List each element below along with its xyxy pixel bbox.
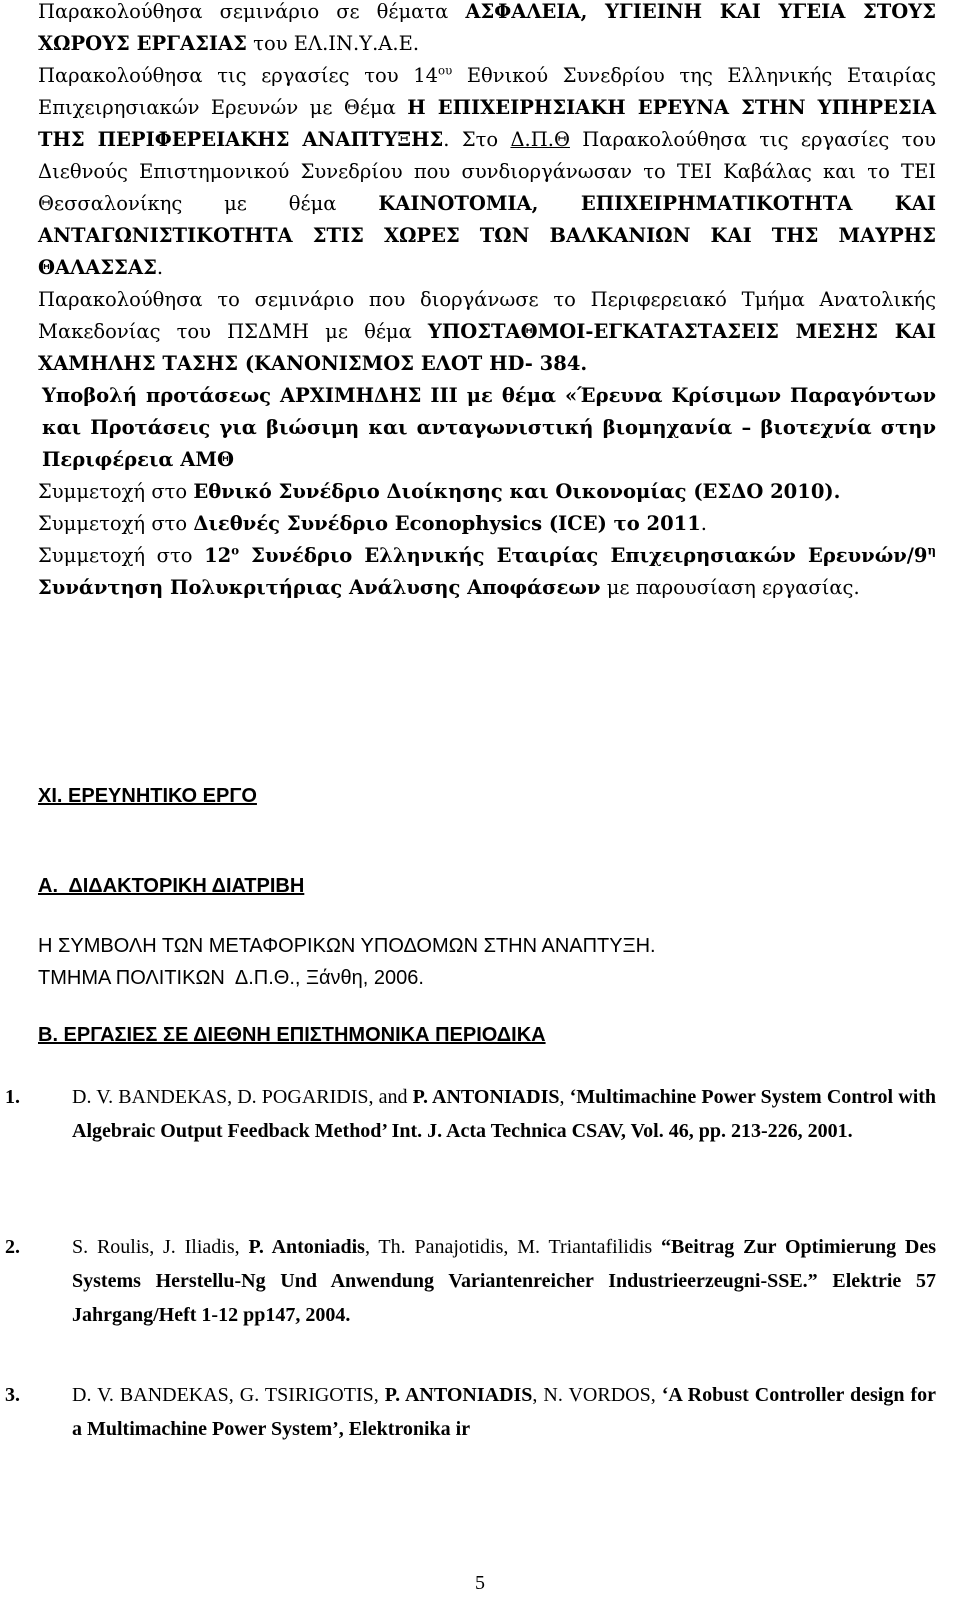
- text-run: Συμμετοχή στο: [38, 512, 194, 535]
- text-run: Η ΕΠΙΧΕΙΡΗΣΙΑΚΗ ΕΡΕΥΝΑ ΣΤΗΝ ΥΠΗΡΕΣΙΑ ΤΗΣ ΠΕΡΙΦΕΡΕΙΑΚΗΣ ΑΝΑΠΤΥΞΗΣ: [38, 96, 936, 151]
- text-run: D. V. BANDEKAS, G. TSIRIGOTIS,: [72, 1384, 385, 1406]
- text-run: ,: [559, 1086, 570, 1108]
- subsection-a-title: Α. ΔΙΔΑΚΤΟΡΙΚΗ ΔΙΑΤΡΙΒΗ: [38, 875, 305, 897]
- text-run: Υποβολή προτάσεως ΑΡΧΙΜΗΔΗΣ ΙΙΙ με θέμα «Έρευνα Κρίσιμων Παραγόντων και Προτάσεις για βιώσιμη και ανταγωνιστική βιομηχανία – βιοτεχνία στην Περιφέρεια ΑΜΘ: [42, 384, 936, 471]
- subsection-b-title: Β. ΕΡΓΑΣΙΕΣ ΣΕ ΔΙΕΘΝΗ ΕΠΙΣΤΗΜΟΝΙΚΑ ΠΕΡΙΟΔΙΚΑ: [38, 1024, 546, 1046]
- paragraph-econophysics: [38, 508, 936, 540]
- reference-item: [5, 1378, 936, 1446]
- reference-number: 2.: [5, 1236, 20, 1258]
- section-title: XI. ΕΡΕΥΝΗΤΙΚΟ ΕΡΓΟ: [38, 785, 257, 807]
- text-run: Εθνικό Συνέδριο Διοίκησης και Οικονομίας (ΕΣΔΟ 2010).: [193, 480, 841, 503]
- page-number: 5: [475, 1572, 485, 1594]
- reference-text: [72, 1086, 936, 1142]
- paragraph-eeee-conference: [38, 540, 936, 604]
- text-run: . Στο: [443, 128, 511, 151]
- text-run: Συμμετοχή στο: [38, 544, 205, 567]
- reference-number: 3.: [5, 1384, 20, 1406]
- text-run: ΥΠΟΣΤΑΘΜΟΙ-ΕΓΚΑΤΑΣΤΑΣΕΙΣ ΜΕΣΗΣ ΚΑΙ ΧΑΜΗΛΗΣ ΤΑΣΗΣ (ΚΑΝΟΝΙΣΜΟΣ ΕΛΟΤ HD- 384.: [38, 320, 936, 375]
- text-run: ΚΑΙΝΟΤΟΜΙΑ, ΕΠΙΧΕΙΡΗΜΑΤΙΚΟΤΗΤΑ ΚΑΙ ΑΝΤΑΓΩΝΙΣΤΙΚΟΤΗΤΑ ΣΤΙΣ ΧΩΡΕΣ ΤΩΝ ΒΑΛΚΑΝΙΩΝ ΚΑΙ ΤΗΣ ΜΑΥΡΗΣ ΘΑΛΑΣΣΑΣ: [38, 192, 936, 279]
- text-run: P. ANTONIADIS: [384, 1384, 533, 1406]
- text-run: με παρουσίαση εργασίας.: [600, 576, 860, 599]
- reference-item: [5, 1230, 937, 1332]
- paragraph-seminar-1: [38, 0, 936, 60]
- text-run: Δ.Π.Θ: [510, 128, 570, 151]
- seminars-block: [38, 0, 936, 604]
- reference-text: [72, 1384, 936, 1440]
- text-run: Συμμετοχή στο: [38, 480, 194, 503]
- text-run: .: [700, 512, 707, 535]
- reference-text: [72, 1236, 936, 1326]
- text-run: , Th. Panajotidis, M. Triantafilidis: [364, 1236, 661, 1258]
- text-run: Εθνικού Συνεδρίου της Ελληνικής Εταιρίας Επιχειρησιακών Ερευνών με Θέμα: [38, 64, 936, 119]
- text-run: P. Antoniadis: [248, 1236, 365, 1258]
- text-run: Παρακολούθησα τις εργασίες του Διεθνούς Επιστημονικού Συνεδρίου που συνδιοργάνωσαν το ΤΕΙ Καβάλας και το ΤΕΙ Θεσσαλονίκης με θέμα: [38, 128, 936, 215]
- thesis-title: Η ΣΥΜΒΟΛΗ ΤΩΝ ΜΕΤΑΦΟΡΙΚΩΝ ΥΠΟΔΟΜΩΝ ΣΤΗΝ ΑΝΑΠΤΥΞΗ.: [38, 935, 656, 957]
- text-run: Παρακολούθησα το σεμινάριο που διοργάνωσε το Περιφερειακό Τμήμα Ανατολικής Μακεδονίας του ΠΣΔΜΗ με θέμα: [38, 288, 936, 343]
- reference-item: [5, 1080, 937, 1148]
- text-run: ‘A Robust Controller design for a Multimachine Power System’, Elektronika ir: [72, 1384, 936, 1440]
- text-run: Συνάντηση Πολυκριτήριας Ανάλυσης Αποφάσεων: [38, 576, 601, 599]
- thesis-department: ΤΜΗΜΑ ΠΟΛΙΤΙΚΩΝ Δ.Π.Θ., Ξάνθη, 2006.: [38, 967, 424, 989]
- text-run: Διεθνές Συνέδριο Econophysics (ICE) το 2011: [193, 512, 701, 535]
- paragraph-archimedes: [38, 380, 936, 476]
- paragraph-esdo: [38, 476, 936, 508]
- text-run: του ΕΛ.ΙΝ.Υ.Α.Ε.: [246, 32, 420, 55]
- text-run: D. V. BANDEKAS, D. POGARIDIS, and: [72, 1086, 413, 1108]
- text-run: “Beitrag Zur Optimierung Des Systems Herstellu-Ng Und Anwendung Variantenreicher Industrieerzeugni-SSE.” Elektrie 57 Jahrgang/Heft 1-12 pp147, 2004.: [72, 1236, 937, 1326]
- text-run: ΑΣΦΑΛΕΙΑ, ΥΓΙΕΙΝΗ ΚΑΙ ΥΓΕΙΑ ΣΤΟΥΣ ΧΩΡΟΥΣ ΕΡΓΑΣΙΑΣ: [38, 0, 936, 55]
- text-run: Συνέδριο Ελληνικής Εταιρίας Επιχειρησιακών Ερευνών/9: [239, 544, 928, 567]
- paragraph-seminar-2: [38, 60, 936, 284]
- text-run: η: [927, 543, 936, 558]
- text-run: ο: [231, 543, 240, 558]
- text-run: 12: [204, 544, 232, 567]
- text-run: P. ANTONIADIS: [412, 1086, 560, 1108]
- text-run: S. Roulis, J. Iliadis,: [72, 1236, 249, 1258]
- text-run: Παρακολούθησα σεμινάριο σε θέματα: [38, 0, 466, 23]
- text-run: .: [156, 256, 164, 279]
- reference-number: 1.: [5, 1086, 20, 1108]
- paragraph-seminar-3: [38, 284, 936, 380]
- text-run: Παρακολούθησα τις εργασίες του 14: [38, 64, 439, 87]
- text-run: ου: [438, 63, 453, 78]
- text-run: ‘Multimachine Power System Control with Algebraic Output Feedback Method’ Int. J. Acta Technica CSAV, Vol. 46, pp. 213-226, 2001.: [72, 1086, 937, 1142]
- text-run: , N. VORDOS,: [532, 1384, 662, 1406]
